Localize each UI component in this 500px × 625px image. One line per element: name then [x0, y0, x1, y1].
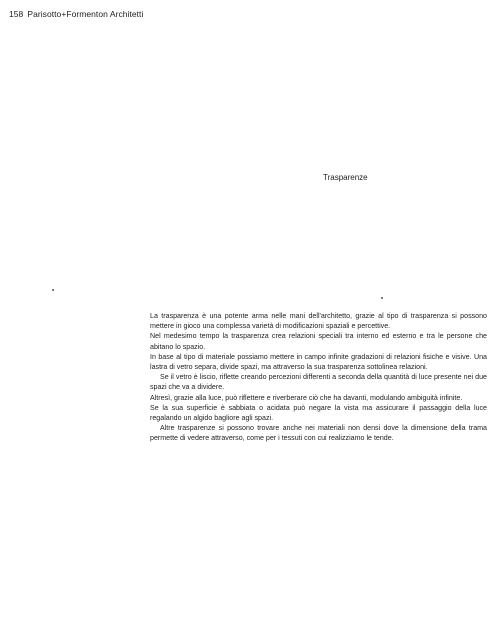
scan-speck	[381, 297, 383, 299]
running-title: Parisotto+Formenton Architetti	[27, 9, 144, 19]
paragraph: La trasparenza è una potente arma nelle mani dell'architetto, grazie al tipo di trasparenza si possono mettere in gioco una complessa varietà di modificazioni spaziali e percettive.	[150, 312, 487, 331]
paragraph: Altresì, grazie alla luce, può riflettere e riverberare ciò che ha davanti, modulando ambiguità infinite.	[150, 393, 463, 402]
paragraph: In base al tipo di materiale possiamo mettere in campo infinite gradazioni di relazioni fisiche e visive. Una lastra di vetro separa, divide spazi, ma attraverso la sua trasparenza sottolinea relazioni.	[150, 352, 487, 372]
scan-speck	[52, 289, 54, 291]
running-header	[9, 9, 143, 19]
body-text	[150, 311, 487, 444]
section-title: Trasparenze	[323, 173, 368, 182]
paragraph: Altre trasparenze si possono trovare anche nei materiali non densi dove la dimensione della trama permette di vedere attraverso, come per i tessuti con cui realizziamo le tende.	[150, 424, 487, 443]
page-number: 158	[9, 9, 24, 19]
paragraph: Se il vetro è liscio, riflette creando percezioni differenti a seconda della quantità di luce presente nei due spazi che va a dividere.	[150, 373, 487, 392]
paragraph: Nel medesimo tempo la trasparenza crea relazioni speciali tra interno ed esterno e tra le persone che abitano lo spazio.	[150, 332, 487, 351]
paragraph: Se la sua superficie è sabbiata o acidata può negare la vista ma assicurare il passaggio della luce regalando un algido bagliore agli spazi.	[150, 403, 487, 423]
